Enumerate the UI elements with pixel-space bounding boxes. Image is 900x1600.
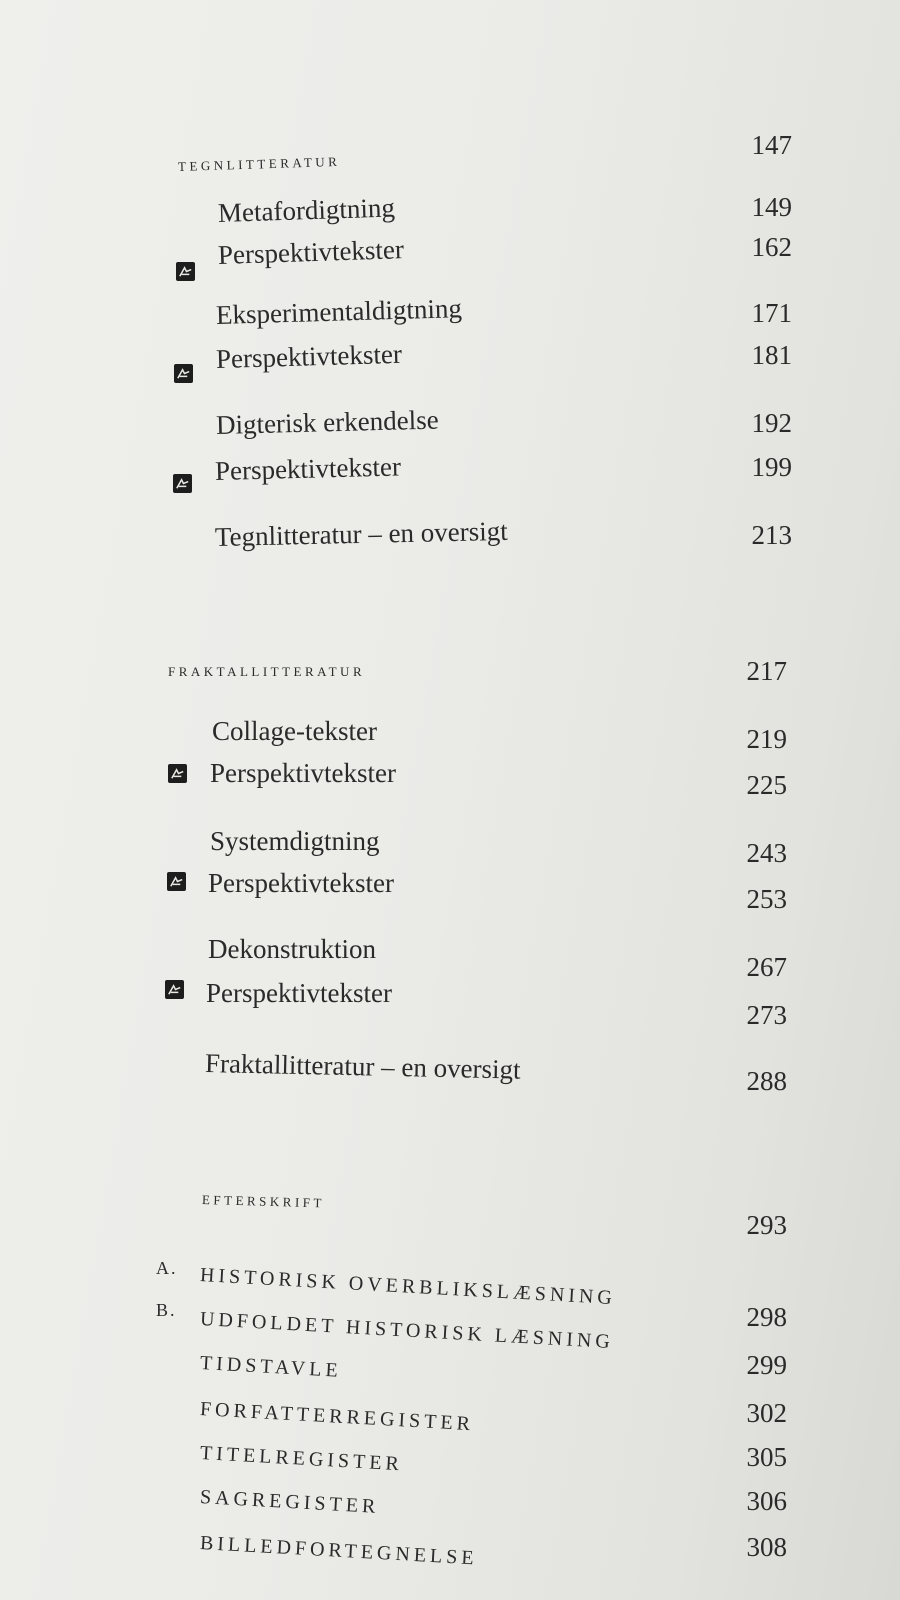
toc-entry-label: Metafordigtning [217, 192, 396, 228]
appendix-letter: B. [156, 1300, 177, 1320]
toc-entry-label: Fraktallitteratur – en oversigt [204, 1048, 521, 1085]
appendix-label: FORFATTERREGISTER [199, 1398, 475, 1436]
section-page-number: 293 [746, 1210, 787, 1240]
perspective-icon [173, 474, 192, 493]
toc-entry-label: Perspektivtekster [208, 868, 394, 898]
toc-entry-page: 199 [751, 452, 792, 482]
appendix-page: 299 [746, 1350, 787, 1380]
section-page-number: 217 [746, 656, 787, 686]
section-heading: efterskrift [201, 1188, 326, 1213]
appendix-page: 308 [746, 1532, 787, 1562]
toc-entry-page: 253 [746, 884, 787, 914]
toc-entry-page: 149 [751, 192, 792, 222]
appendix-page: 306 [746, 1486, 787, 1516]
toc-entry-page: 213 [751, 520, 792, 550]
appendix-page: 302 [746, 1398, 787, 1428]
toc-entry-label: Perspektivtekster [217, 234, 405, 270]
toc-entry-label: Perspektivtekster [214, 451, 402, 486]
section-page-number: 147 [751, 130, 792, 160]
toc-entry-page: 162 [751, 232, 792, 262]
toc-entry-label: Perspektivtekster [210, 758, 396, 788]
appendix-label: HISTORISK OVERBLIKSLÆSNING [199, 1264, 617, 1310]
toc-entry-label: Perspektivtekster [206, 978, 392, 1008]
toc-entry-page: 171 [751, 298, 792, 328]
section-heading: fraktallitteratur [168, 660, 366, 681]
appendix-label: UDFOLDET HISTORISK LÆSNING [199, 1308, 615, 1354]
appendix-page: 298 [746, 1302, 787, 1332]
toc-entry-label: Systemdigtning [210, 826, 380, 856]
toc-entry-page: 225 [746, 770, 787, 800]
toc-entry-page: 273 [746, 1000, 787, 1030]
toc-entry-page: 267 [746, 952, 787, 982]
perspective-icon [174, 364, 193, 383]
perspective-icon [168, 764, 187, 783]
toc-entry-page: 181 [751, 340, 792, 370]
toc-entry-page: 288 [746, 1066, 787, 1096]
toc-entry-page: 243 [746, 838, 787, 868]
appendix-page: 305 [746, 1442, 787, 1472]
perspective-icon [165, 980, 184, 999]
appendix-label: TITELREGISTER [199, 1442, 404, 1476]
appendix-label: TIDSTAVLE [199, 1352, 343, 1382]
toc-entry-label: Perspektivtekster [215, 338, 403, 374]
section-heading: tegnlitteratur [177, 149, 341, 176]
toc-entry-label: Collage-tekster [212, 716, 377, 746]
toc-entry-page: 219 [746, 724, 787, 754]
toc-entry-label: Dekonstruktion [208, 934, 376, 964]
appendix-letter: A. [156, 1258, 178, 1278]
appendix-label: BILLEDFORTEGNELSE [199, 1532, 479, 1570]
appendix-label: SAGREGISTER [199, 1486, 380, 1519]
toc-entry-label: Digterisk erkendelse [215, 404, 439, 440]
toc-entry-label: Eksperimentaldigtning [215, 293, 463, 330]
toc-entry-label: Tegnlitteratur – en oversigt [214, 515, 509, 552]
toc-entry-page: 192 [751, 408, 792, 438]
perspective-icon [167, 872, 186, 891]
perspective-icon [176, 262, 195, 281]
